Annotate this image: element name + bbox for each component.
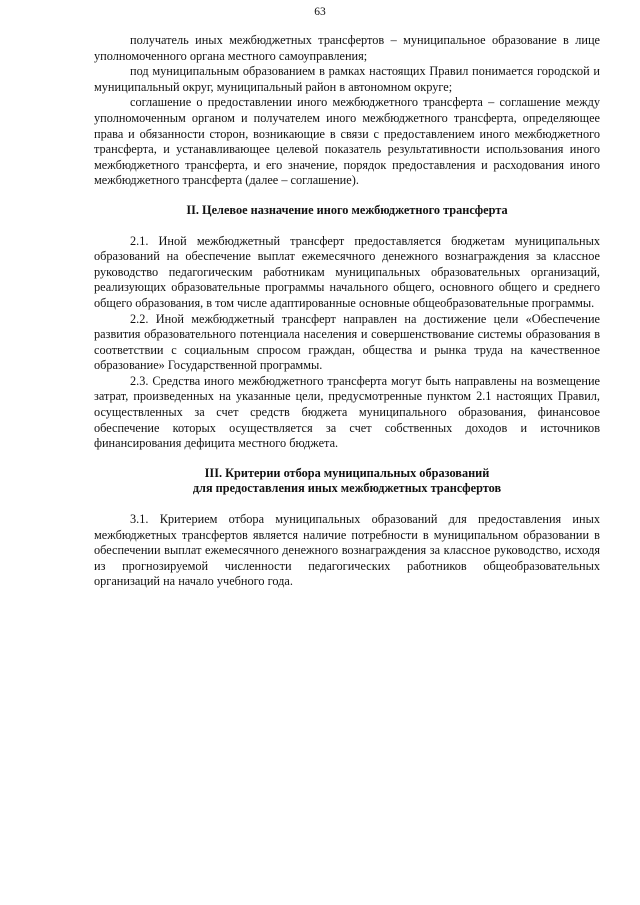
clause-2-3 [94,374,600,452]
section-3-title [94,466,600,497]
definition-agreement: соглашение о предоставлении иного межбюджетного трансферта – соглашение между уполномоченным органом и получателем иного межбюджетного трансферта, определяющее права и обязанности сторон, возникающие в связи с предоставлением иного межбюджетного трансферта, и устанавливающее целевой показатель результативности использования иного межбюджетного трансферта, и его значение, порядок предоставления и расходования иного межбюджетного трансферта (далее – соглашение). [94,95,600,188]
clause-number: 3.1. [130,512,149,527]
clause-text: Средства иного межбюджетного трансферта могут быть направлены на возмещение затрат, произведенных на указанные цели, предусмотренные пунктом 2.1 настоящих Правил, осуществленных за счет средств бюджета муниципального образования, финансовое обеспечение которых осуществляется за счет собственных доходов и источников финансирования дефицита местного бюджета. [94,373,600,451]
clause-3-1 [94,512,600,590]
section-3-title-line-2: для предоставления иных межбюджетных трансфертов [192,481,502,496]
clause-text: Иной межбюджетный трансферт направлен на достижение цели «Обеспечение развития образовательного потенциала населения и совершенствование системы образования в соответствии с социальным спросом граждан, общества и рынка труда на качественное образование» Государственной программы. [94,311,600,373]
section-3-title-line-1: III. Критерии отбора муниципальных образований [204,465,490,480]
page-number: 63 [314,6,326,18]
clause-text: Иной межбюджетный трансферт предоставляется бюджетам муниципальных образований на обеспечение выплат ежемесячного денежного вознаграждения за классное руководство педагогическим работникам муниципальных образовательных организаций, реализующих образовательные программы начального общего, основного общего и среднего общего образования, в том числе адаптированные основные общеобразовательные программы. [94,233,600,310]
clause-number: 2.2. [130,311,149,326]
page-content [94,33,600,590]
clause-text: Критерием отбора муниципальных образований для предоставления иных межбюджетных трансфертов является наличие потребности в муниципальном образовании в обеспечении выплат ежемесячного денежного вознаграждения за классное руководство, исходя из прогнозируемой численности педагогических работников общеобразовательных организаций на начало учебного года. [94,512,601,589]
clause-number: 2.3. [130,373,149,388]
clause-2-2 [94,312,600,374]
definition-recipient: получатель иных межбюджетных трансфертов – муниципальное образование в лице уполномоченного органа местного самоуправления; [94,33,600,63]
clause-number: 2.1. [130,233,149,248]
definition-municipality: под муниципальным образованием в рамках настоящих Правил понимается городской и муниципальный округ, муниципальный район в автономном округе; [94,64,600,94]
clause-2-1 [94,234,600,312]
section-2-title: II. Целевое назначение иного межбюджетного трансферта [186,202,508,217]
